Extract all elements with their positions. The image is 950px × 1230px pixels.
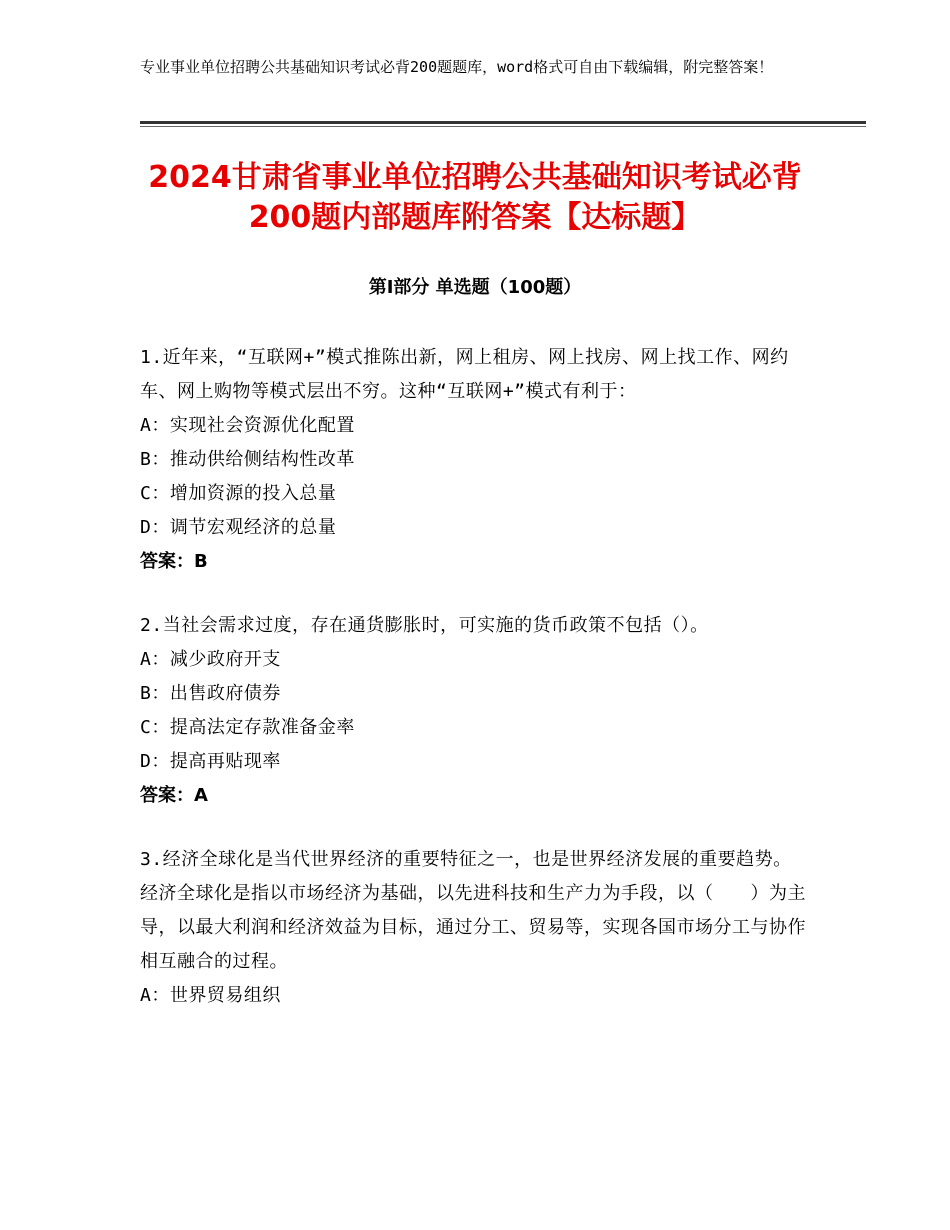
question-3 [140,843,810,1013]
option-a: A：世界贸易组织 [140,985,281,1006]
question-stem: 2.当社会需求过度，存在通货膨胀时，可实施的货币政策不包括（）。 [140,615,709,636]
option-b: B：出售政府债券 [140,683,281,704]
question-2 [140,609,810,813]
answer-label: 答案：A [140,785,208,806]
question-stem: 3.经济全球化是当代世界经济的重要特征之一，也是世界经济发展的重要趋势。经济全球化是指以市场经济为基础，以先进科技和生产力为手段，以（ ）为主导，以最大利润和经济效益为目标，通过分工、贸易等，实现各国市场分工与协作相互融合的过程。 [140,849,806,972]
option-a: A：实现社会资源优化配置 [140,415,355,436]
option-c: C：增加资源的投入总量 [140,483,337,504]
question-stem: 1.近年来，“互联网+”模式推陈出新，网上租房、网上找房、网上找工作、网约车、网上购物等模式层出不穷。这种“互联网+”模式有利于： [140,347,789,402]
header-note: 专业事业单位招聘公共基础知识考试必背200题题库，word格式可自由下载编辑，附完整答案！ [140,58,774,76]
option-b: B：推动供给侧结构性改革 [140,449,355,470]
option-d: D：调节宏观经济的总量 [140,517,337,538]
answer-label: 答案：B [140,551,208,572]
header-rule-thick [140,121,866,124]
header-rule-thin [140,126,866,127]
option-d: D：提高再贴现率 [140,751,281,772]
option-a: A：减少政府开支 [140,649,281,670]
question-1 [140,341,810,579]
question-list [140,341,810,1043]
document-title: 2024甘肃省事业单位招聘公共基础知识考试必背200题内部题库附答案【达标题】 [148,160,802,235]
option-c: C：提高法定存款准备金率 [140,717,355,738]
section-title: 第Ⅰ部分 单选题（100题） [368,277,582,298]
